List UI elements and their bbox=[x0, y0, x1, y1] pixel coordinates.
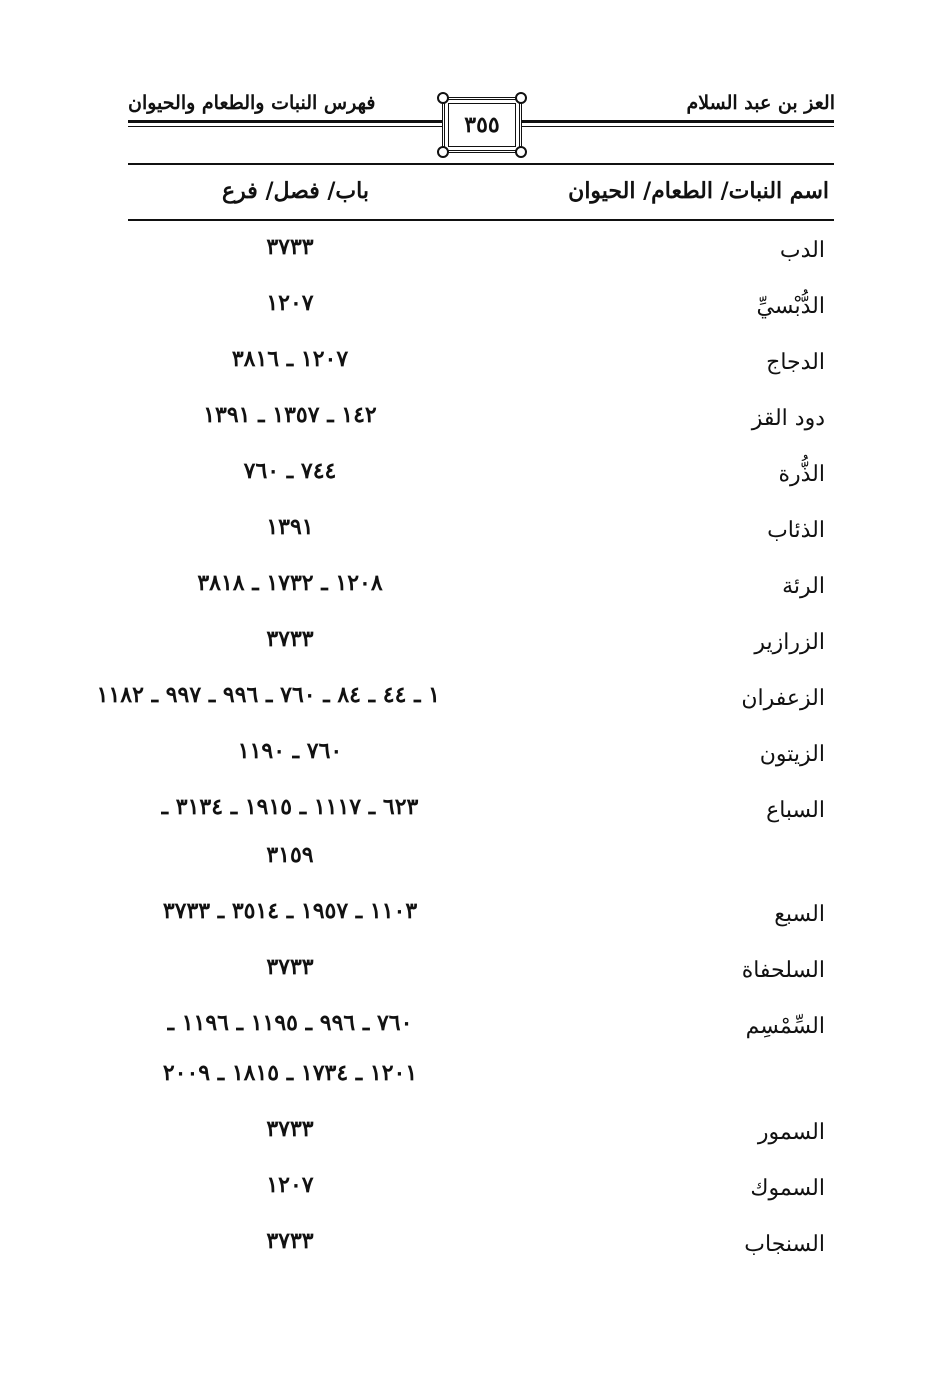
entry-name: الذئاب bbox=[767, 518, 825, 543]
entry-reference: ١٢٠٧ ـ ٣٨١٦ bbox=[231, 346, 349, 372]
entry-reference: ٧٦٠ ـ ٩٩٦ ـ ١١٩٥ ـ ١١٩٦ ـ bbox=[167, 1010, 413, 1036]
entry-name: السمور bbox=[757, 1120, 825, 1145]
entry-reference: ٣٧٣٣ bbox=[266, 626, 314, 652]
entry-reference: ٣٧٣٣ bbox=[266, 954, 314, 980]
entry-reference: ٣٧٣٣ bbox=[266, 1116, 314, 1142]
entry-reference-continued: ١٢٠١ ـ ١٧٣٤ ـ ١٨١٥ ـ ٢٠٠٩ bbox=[162, 1060, 418, 1086]
entry-name: السِّمْسِم bbox=[745, 1014, 825, 1039]
entry-name: الدجاج bbox=[766, 350, 825, 375]
entry-name: السلحفاة bbox=[741, 958, 825, 983]
entry-reference: ١١٠٣ ـ ١٩٥٧ ـ ٣٥١٤ ـ ٣٧٣٣ bbox=[162, 898, 418, 924]
header-rule-right-thin bbox=[522, 126, 834, 127]
frame-ornament bbox=[515, 92, 527, 104]
entry-reference: ٧٦٠ ـ ١١٩٠ bbox=[237, 738, 343, 764]
frame-ornament bbox=[437, 92, 449, 104]
entry-reference: ٧٤٤ ـ ٧٦٠ bbox=[243, 458, 337, 484]
page-number: ٣٥٥ bbox=[464, 112, 500, 138]
column-header-name: اسم النبات/ الطعام/ الحيوان bbox=[568, 178, 829, 204]
frame-ornament bbox=[515, 146, 527, 158]
entry-name: الزعفران bbox=[741, 686, 825, 711]
header-rule-left-thick bbox=[128, 120, 442, 123]
entry-name: الذُّرة bbox=[778, 462, 825, 487]
entry-reference: ٣٧٣٣ bbox=[266, 234, 314, 260]
entry-name: السباع bbox=[766, 798, 825, 823]
entry-name: دود القز bbox=[751, 406, 825, 431]
entry-reference: ١٢٠٧ bbox=[266, 290, 314, 316]
page-number-frame bbox=[442, 97, 522, 153]
entry-reference: ١٣٩١ bbox=[266, 514, 314, 540]
entry-reference: ٦٢٣ ـ ١١١٧ ـ ١٩١٥ ـ ٣١٣٤ ـ bbox=[161, 794, 419, 820]
entry-reference: ٣٧٣٣ bbox=[266, 1228, 314, 1254]
entry-name: السنجاب bbox=[744, 1232, 825, 1257]
entry-reference-continued: ٣١٥٩ bbox=[266, 842, 314, 868]
entry-reference: ١٢٠٧ bbox=[266, 1172, 314, 1198]
header-section-title: فهرس النبات والطعام والحيوان bbox=[128, 92, 376, 114]
entry-name: الدب bbox=[779, 238, 825, 263]
entry-name: الزرازير bbox=[754, 630, 825, 655]
entry-name: السبع bbox=[774, 902, 825, 927]
header-author: العز بن عبد السلام bbox=[686, 92, 835, 114]
entry-reference: ١٤٢ ـ ١٣٥٧ ـ ١٣٩١ bbox=[203, 402, 377, 428]
entry-name: الزيتون bbox=[759, 742, 825, 767]
entry-reference: ١٢٠٨ ـ ١٧٣٢ ـ ٣٨١٨ bbox=[197, 570, 383, 596]
columns-bottom-rule bbox=[128, 219, 834, 221]
column-header-reference: باب/ فصل/ فرع bbox=[222, 178, 369, 204]
entry-reference: ١ ـ ٤٤ ـ ٨٤ ـ ٧٦٠ ـ ٩٩٦ ـ ٩٩٧ ـ ١١٨٢ bbox=[96, 682, 440, 708]
entry-name: الرئة bbox=[782, 574, 825, 599]
header-rule-right-thick bbox=[522, 120, 834, 123]
columns-top-rule bbox=[128, 163, 834, 165]
entry-name: الدُّبْسيِّ bbox=[756, 294, 825, 319]
frame-ornament bbox=[437, 146, 449, 158]
header-rule-left-thin bbox=[128, 126, 442, 127]
entry-name: السموك bbox=[750, 1176, 825, 1201]
